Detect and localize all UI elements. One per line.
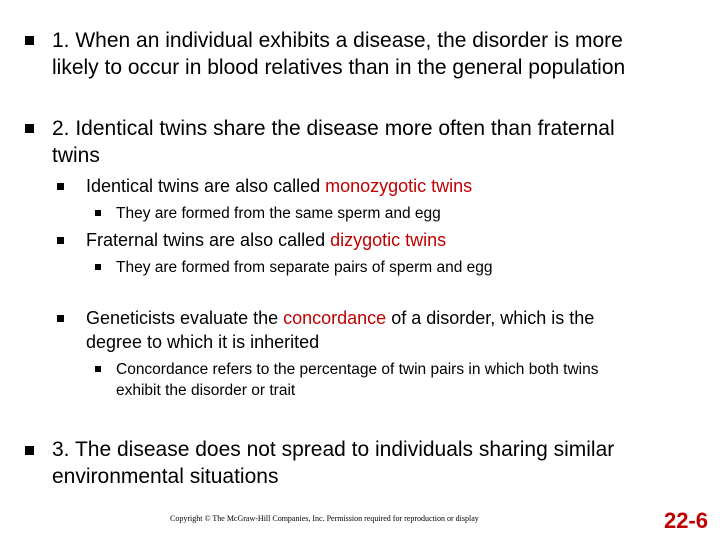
- concordance-suffix: of a disorder, which is the: [386, 308, 595, 328]
- bullet-marker: [95, 366, 101, 372]
- bullet-marker: [57, 237, 64, 244]
- bullet-marker: [25, 124, 34, 133]
- bullet-2-line-2: twins: [52, 144, 100, 167]
- concordance-prefix: Geneticists evaluate the: [86, 308, 284, 328]
- dizygotic-term: dizygotic twins: [330, 230, 447, 250]
- bullet-marker: [95, 264, 101, 270]
- bullet-marker: [57, 315, 64, 322]
- copyright-notice: Copyright © The McGraw-Hill Companies, Inc. Permission required for reproduction or display: [170, 514, 479, 523]
- fraternal-twins-line: [86, 228, 446, 252]
- concordance-term: concordance: [283, 308, 387, 328]
- bullet-marker: [57, 183, 64, 190]
- identical-twins-prefix: Identical twins are also called: [86, 176, 326, 196]
- bullet-3-line-1: 3. The disease does not spread to individuals sharing similar: [52, 438, 615, 461]
- concordance-line-2: degree to which it is inherited: [86, 332, 320, 352]
- monozygotic-term: monozygotic twins: [325, 176, 473, 196]
- concordance-line-1: [86, 306, 594, 330]
- bullet-1-line-1: 1. When an individual exhibits a disease, the disorder is more: [52, 29, 623, 52]
- bullet-3-line-2: environmental situations: [52, 465, 279, 488]
- bullet-2-line-1: 2. Identical twins share the disease more often than fraternal: [52, 117, 615, 140]
- bullet-marker: [25, 446, 34, 455]
- fraternal-twins-detail: They are formed from separate pairs of sperm and egg: [116, 259, 493, 276]
- bullet-marker: [95, 210, 101, 216]
- concordance-detail-line-2: exhibit the disorder or trait: [116, 382, 296, 399]
- bullet-1-line-2: likely to occur in blood relatives than in the general population: [52, 56, 626, 79]
- bullet-marker: [25, 36, 34, 45]
- identical-twins-line: [86, 174, 472, 198]
- fraternal-twins-prefix: Fraternal twins are also called: [86, 230, 331, 250]
- identical-twins-detail: They are formed from the same sperm and egg: [116, 205, 441, 222]
- slide-number: 22-6: [664, 508, 709, 533]
- concordance-detail-line-1: Concordance refers to the percentage of twin pairs in which both twins: [116, 361, 599, 378]
